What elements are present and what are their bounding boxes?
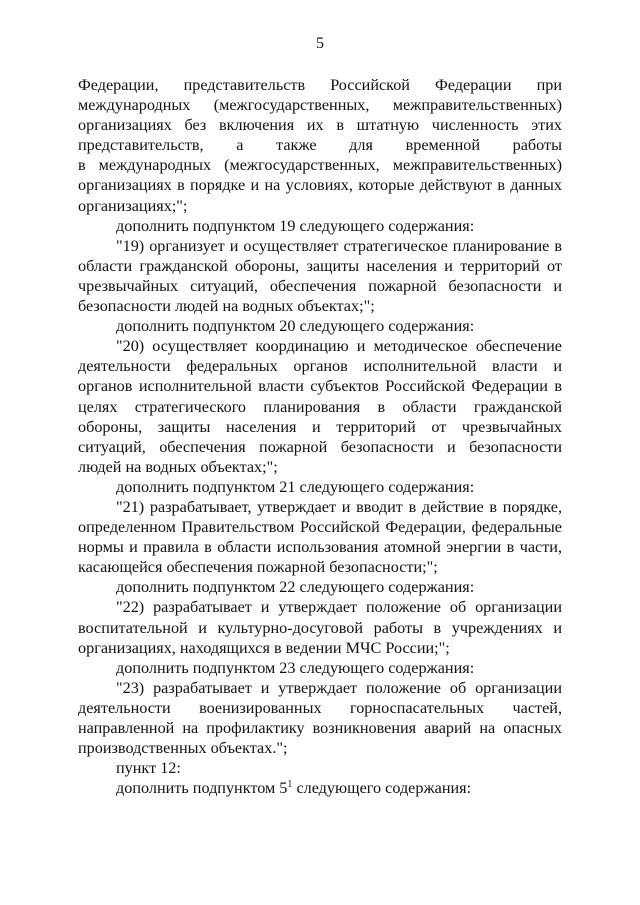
subclause-21: "21) разрабатывает, утверждает и вводит в действие в порядке, определенном Правительством Российской Федерации, федеральные нормы и правила в области использования атомной энергии в части, касающейся обеспечения пожарной безопасности;"; [78, 497, 562, 577]
document-body [78, 75, 562, 798]
clause-heading: пункт 12: [116, 759, 181, 778]
text-line: международных (межгосударственных, межправительственных) [78, 96, 562, 115]
text-line: Федерации, представительств Российской Федерации при [78, 76, 562, 94]
instruction-text: следующего содержания: [292, 779, 472, 798]
subclause-20: "20) осуществляет координацию и методическое обеспечение деятельности федеральных органов исполнительной власти и органов исполнительной власти субъектов Российской Федерации в целях стратегического планирования в области гражданской обороны, защиты населения и территорий от чрезвычайных ситуаций, обеспечения пожарной безопасности и безопасности людей на водных объектах;"; [78, 337, 562, 476]
superscript-index: 1 [287, 779, 293, 791]
amendment-instruction: дополнить подпунктом 22 следующего содержания: [116, 578, 475, 597]
instruction-text: дополнить подпунктом 5 [116, 779, 288, 798]
amendment-instruction: дополнить подпунктом 21 следующего содержания: [116, 477, 475, 496]
amendment-instruction: дополнить подпунктом 19 следующего содержания: [116, 216, 475, 235]
subclause-22: "22) разрабатывает и утверждает положение об организации воспитательной и культурно-досуговой работы в учреждениях и организациях, находящихся в ведении МЧС России;"; [78, 598, 562, 657]
text-line: организациях без включения их в штатную численность этих [78, 116, 562, 135]
subclause-19: "19) организует и осуществляет стратегическое планирование в области гражданской обороны, защиты населения и территорий от чрезвычайных ситуаций, обеспечения пожарной безопасности и безопасности людей на водных объектах;"; [78, 236, 562, 316]
page-number: 5 [316, 35, 324, 52]
text-rest: в международных (межгосударственных, межправительственных) организациях в порядке и на условиях, которые действуют в данных организациях;"; [78, 156, 562, 215]
amendment-instruction: дополнить подпунктом 23 следующего содержания: [116, 658, 475, 677]
amendment-instruction [78, 778, 562, 798]
amendment-instruction: дополнить подпунктом 20 следующего содержания: [116, 317, 475, 336]
subclause-23: "23) разрабатывает и утверждает положение об организации деятельности военизированных горноспасательных частей, направленной на профилактику возникновения аварий на опасных производственных объектах."; [78, 678, 562, 758]
text-line: представительств, а также для временной работы [78, 136, 562, 155]
paragraph-continuation [78, 75, 562, 216]
